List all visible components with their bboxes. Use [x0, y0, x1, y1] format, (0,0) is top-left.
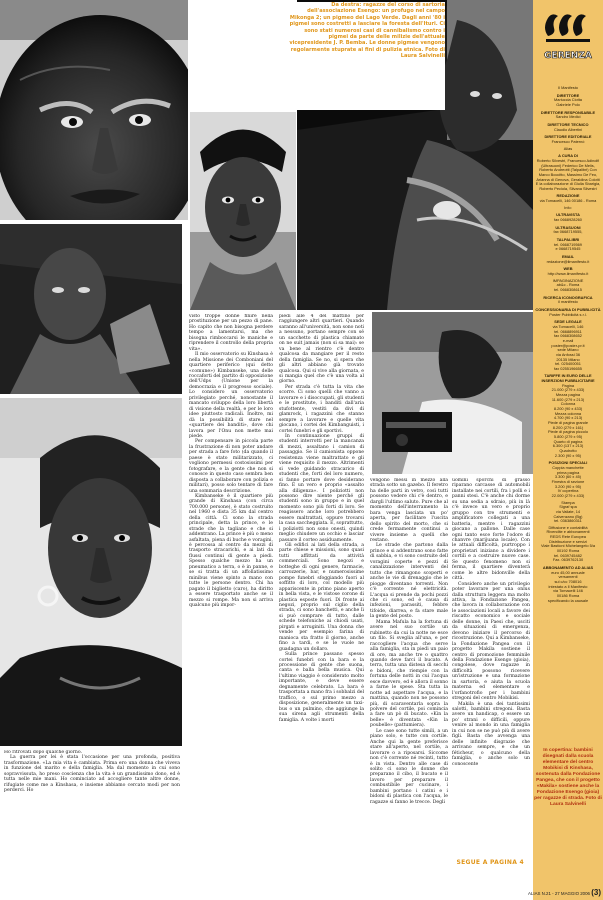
credit-name: Stampa — [561, 499, 575, 505]
credit-name: Pagina — [561, 382, 575, 388]
credit-name: Distribuzione e servizi — [549, 538, 587, 544]
photo-caption-box — [285, 2, 445, 110]
credit-name: 8.200 (279 x 161) — [552, 424, 584, 430]
credit-name: Finestra di sezione — [551, 478, 585, 484]
credit-name: via Tomacelli, 146 — [552, 323, 584, 329]
photo-young-man — [0, 224, 182, 394]
credit-name: specificando la causale — [547, 597, 589, 603]
paragraph: Mama Mafula ha la fortuna di avere nel suo cortile un rubinetto da cui la notte ne esce un filo. Si sveglia all'una, e per raccogliere l'acqua che serve alla famiglia, sta in piedi un paio di ore, ma anche tre o quattro quando deve farci il bucato. A terra, tutta una distesa di secchi e bidoni, che riempie con la fortuna delle notti in cui l'acqua esce davvero, ed è allora il sonno a farne le spese. Sta tutta la notte ad aspettare l'acqua, e la mattina, quando non ne possono più, di scaraventarla sopra la polvere del cortile, poi comincia a fare un pò di bucato. «Kin la belle» è diventata «Kin la poubelle» (pattumiera). — [370, 619, 448, 729]
paragraph: In continuazione gruppi di studenti interrotti per la mancanza di mezzi, assaltano i camion di passaggio. Se il camionista oppone resistenza viene maltrattato e gli viene requisito il mezzo. Altrimenti si vede guidando stracarico di studenti che, forti del loro numero, si fanno portare dove desiderano fino. È un vero e proprio «assalto alla diligenza». I poliziotti non possono dire niente perché gli studenti sono in gruppo e in quel momento sono più forti di loro. Se reagissero anche loro potrebbero essere maltrattati, oppure trovarsi la casa saccheggiata. E, soprattutto, i poliziotti non sono onesti, quindi meglio chiudere un occhio e lasciar passare il corteo assiduamente. — [279, 433, 364, 543]
credit-name: via Vailate, 14 — [555, 508, 581, 514]
gerenza-logo — [538, 6, 598, 68]
paragraph: Il mio osservatorio su Kinshasa è nella Missione dei Comboniani del quartiere periferico (qui detto «comune») Kimbanseke, una delle roccaforti del partito di opposizione dell'Udps (Unione per la democrazia e il progresso sociale). Lo considero un osservatorio privilegiato perché, nonostante il mancato sviluppo della loro libertà di visione della realtà, e per le loro idee piuttosto radicali. Inoltre, mi dà la possibilità di stare nel «quartiere dei banditi», dove chi lavora per l'Onu non mette mai piede. — [189, 352, 273, 439]
credit-name: 8.200 (90 x 433) — [553, 406, 583, 412]
credit-role: DIRETTORE EDITORIALE — [544, 134, 592, 140]
credit-name: 22.000 (279 x 433) — [551, 492, 585, 498]
credit-name: Claudio Albertini — [553, 126, 583, 132]
credit-name: via Tomacelli, 146 00186 - Roma — [539, 198, 597, 204]
paragraph: Ho ritrovati dopo qualche giorno. — [4, 750, 82, 755]
credit-name: Sandro Medici — [555, 114, 581, 120]
credit-name: Francesco Paternò — [551, 138, 585, 144]
credit-name: Sigraf spa — [559, 504, 577, 510]
credit-name: Gabriele Polo — [556, 101, 580, 107]
page-number: (3) — [591, 888, 601, 897]
credit-name: Piede di pagina piccolo — [547, 429, 589, 435]
credit-name: IV copertina — [557, 488, 579, 494]
paragraph: Makila è una dei tantissimi salotti, bambini stregoni. Basta avere un handicap, o essere un po' strani o difficili, oppure venire al mondo in una famiglia in cui non se ne può più di avere figli. Basta che avvenga una delle infinite disgrazie che arrivano sempre, e che un féticheur, o qualcuno della famiglia, o anche solo un conoscente — [452, 701, 530, 767]
credit-name: fax 0255196655 — [554, 365, 582, 371]
photo-girl-face — [190, 112, 296, 310]
credit-name: Alias — [563, 145, 573, 151]
paragraph: Per strada c'è tutta la vita che scorre. Ci sono quelli che vanno a lavorare e i disoccupati, gli studenti e le prostitute, i banditi dall'aria stufottente, vestiti da divi di glamrock, i ragazzini che stanno sempre a lavorare e quelle vita giocano, i cortei dei Kimbanguisti, i cortei funebri e gli sportivi. — [279, 384, 364, 434]
credit-name: Mezza colonna — [554, 410, 582, 416]
credit-name: 20135 Milano — [556, 356, 580, 362]
credit-name: Quadrotto — [559, 447, 577, 453]
credit-name: Mezza pagina — [555, 392, 581, 398]
issue-date: ALIAS N.21 - 27 MAGGIO 2006 — [527, 891, 590, 896]
credit-role: ULTRASUONI — [555, 224, 581, 230]
credit-name: REDS Rete Europea — [550, 534, 586, 540]
credit-name: 00186 Roma — [556, 593, 580, 598]
credit-role: TARIFFE IN EURO DELLE INSERZIONI PUBBLICITARIE — [541, 373, 595, 384]
credit-name: Calvenzano (Bg) — [553, 513, 583, 519]
credit-role: TALPALIBRI — [556, 237, 580, 243]
masthead-credits — [534, 84, 602, 603]
photo-woman-earring — [0, 398, 182, 746]
gerenza-logo-text: GERENZA — [544, 51, 592, 61]
credit-name: Mariuccia Ciotta — [554, 97, 582, 103]
credit-name: 6.300 (137 x 213) — [552, 443, 584, 449]
credit-name: IMPAGINAZIONE — [552, 277, 584, 283]
credit-name: Diffusione e contabilità — [548, 524, 588, 530]
credit-name: ab&c - Roma — [556, 282, 580, 288]
credit-name: Roberto Silvestri, Francesco Adinolfi (Ultrasuoni) Federico De Melis, Roberto Andreotti (Talpalibri) Con Marco Boccitto, Massimo De Feo, Arianna di Genova, Geraldina Colotti — [536, 157, 600, 182]
paragraph: Le case sono tutte simili, a un piano solo, e tutte con cortile. Anche qui la gente preferisce stare all'aperto, nel cortile, a lavorare o a riposarsi. Siccome non c'è corrente né recinti, tutto è in vista. Dentro alle case di solito ci sono le donne che preparano il cibo, il bucato e il lavoro per preparare il combustibile per cucinare, i bambini portano i catini e i bidoni di plastica con l'acqua, le ragazze si fanno le trecce. Degli — [370, 728, 448, 805]
credit-name: 21.000 (279 x 433) — [551, 387, 585, 393]
credit-name: Colonna — [560, 401, 576, 407]
credit-name: via Anfossi 36 — [555, 351, 580, 357]
credit-role: POSIZIONI SPECIALI — [548, 460, 588, 466]
credit-name: sede Milano — [557, 347, 579, 353]
credit-name: 11.600 (279 x 213) — [551, 396, 585, 402]
credit-name: Quarto di pagina — [553, 438, 583, 444]
credit-role: SEDE LEGALE — [554, 319, 582, 325]
article-column-5 — [452, 478, 530, 856]
credit-name: http://www.ilmanifesto.it — [547, 271, 589, 276]
photo-caption: Da destra: ragazze del corso di sartoria dell'associazione Esengo: un profugo nel campo Mikonga 2; un pigmeo del Lago Verde. Dagli anni '80 i pigmei sono costretti a lasciare la foresta dell'Ituri. Ci sono stati numerosi casi di cannibalismo contro i pigmei da parte delle milizie dell'attuale vicepresidente J. P. Bemba. Le donne pigmee vengono regolarmente stuprate ai fini di pulizia etnica. Foto di Laura Salvinelli — [289, 2, 445, 60]
credit-name: euro 45,00 annuale — [551, 569, 585, 575]
credit-role: DIRETTORE RESPONSABILE — [540, 109, 596, 115]
credit-role: REDAZIONE — [556, 193, 580, 199]
credit-name: poster@poster-pr.it — [551, 342, 585, 348]
credit-name: 3.200 (90 x 95) — [554, 483, 582, 489]
credit-name: Piede di pagina grande — [547, 420, 589, 426]
paragraph: piedi alle 4 del mattino per raggiungere altri quartieri. Quando saranno all'università, non sono noti a nessuno, portano sempre con sé un sacchetto di plastica chiamato on ne suit jamais (non si sa mai): se va bene al rientro c'è dentro qualcosa da mangiare per il resto della famiglia. Se no, si spera che gli altri abbiano già trovato qualcosa. Qui si vive alla giornata, e si mangia quel che c'è una volta al giorno. — [279, 314, 364, 385]
cover-promo: In copertina: bambini disegnati dalla scuola elementare del centro Mobikisi di Kinshasa, sostenuta dalla Fondazione Pangea, che con il progetto «Makila» sostiene anche la Fondazione Esengo (gioia) per ragazze di strada. Foto di Laura Salvinelli — [534, 748, 602, 807]
page-folio — [488, 888, 601, 897]
credit-name: 4.700 (90 x 213) — [553, 415, 583, 421]
paragraph: La guerra per lei è stata l'occasione per una profonda, positiva trasformazione. «La mia vita è cambiata. Prima ero una donna che viveva in funzione del marito e della famiglia. Ma dal momento in cui sono sopravvissuta, ho preso coscienza che la vita è un grandissimo dono, ed è tutta nelle mie mani. Ho cominciato ad accogliere tante altre donne, rifugiate come me a Kinshasa, e insieme abbiamo cercato modi per non perderci. Ho — [4, 755, 180, 794]
credit-role: RICERCA ICONOGRAFICA — [543, 294, 593, 300]
credit-role: ABBONAMENTO AD ALIAS — [542, 565, 594, 571]
credit-name: e 0668719545 — [555, 246, 581, 252]
credit-name: versamenti — [558, 574, 578, 580]
paragraph: Per compensare in piccola parte la frustrazione di non poter andare per strada a fare foto (da quando il paese è stato militarizzato, ci vogliono permessi costosissimi per fotografare, e la gente che non si conosce in questo caso sembra ben disposta a collaborare con polizia e militari), posso solo tentare di fare una sommaria descrizione. — [189, 439, 273, 494]
credit-name: fax 0668719555, — [553, 229, 583, 235]
paragraph: Le strade che partono dalla prince e si addentrano sono fatte di sabbia, e vi sono costruite dell voragini coperte e pezzi di canalizzazione interventi del tutto che rimangono scoperti e anche le vie di drenaggio che le piogge diventano torrenti. Non c'è corrente né elettricità. L'acqua si prende da pochi pozzi che ci sono, ed è causa di infezioni, parassiti, febbre tifoide, diarrea, e fa stare male la gente del posto. — [370, 543, 448, 620]
credit-name: intestato a Il Manifesto — [548, 583, 588, 589]
article-column-1 — [4, 750, 180, 898]
continue-on-page-label: SEGUE A PAGINA 4 — [456, 859, 524, 866]
paragraph: Gli edifici ai lati della strada, a parte chiese e missioni, sono quasi tutti affittati da attività commerciali. Sono negozi e botteghe di ogni genere, farmacie, carrozzerie, bar, e numerosissime pompe funebri sfoggiando fuori al soffitto di loro, col modello più appariscente in primo piano aperto in bella vista, e le vistose corone di plastica esposte fuori. Di fronte ai negozi, proprio sul ciglio della strada, ci sono banchetti, e anche lì si può comprare di tutto, dalle schede telefoniche ai chiodi usati, pirgati e arruginiti. Una donna che vende per esempio farina di manioca sta fratto il giorno, anche fino a tardi, e se le vuole ne guadagna un dollaro. — [279, 543, 364, 652]
credit-name: e-mail — [562, 337, 574, 343]
credit-role: DIRETTORE — [556, 92, 580, 98]
credit-name: via Tomacelli 146 — [553, 588, 583, 594]
credit-name: tel. 0668308615 — [554, 286, 582, 292]
credit-name: tel. 0639745482 — [554, 552, 582, 558]
credit-name: Il Manifesto — [558, 85, 578, 90]
photo-sewing-machine — [372, 312, 533, 474]
credit-name: Info: — [564, 204, 572, 210]
article-column-3 — [279, 314, 364, 898]
credit-name: prima pagina — [556, 469, 580, 475]
credit-role: WEB — [563, 266, 573, 272]
credit-name: fax 0668308652 — [554, 333, 582, 339]
credit-name: Poster Pubblicità s.r.l. — [549, 311, 587, 317]
credit-name: 00192 Roma — [556, 548, 580, 554]
article-column-2 — [189, 314, 273, 898]
paragraph: Sulla prince passano spesso cortei funebri con la bara e la processione di gente che suona, canta e balla bella musica. Qui l'ultimo viaggio è considerato molto importante, e deve essere degnamente celebrato. La bara è trasportata a mano fra i sobbalzi del traffico, o sul primo mezzo a disposizione, generalmente un taxi-bus o un pulmino, che aggiunge la sua sirena agli strumenti della famiglia. A volte i morti — [279, 652, 364, 723]
credit-name: 3.300 (60 x 45) — [554, 474, 582, 480]
credit-name: E la collaborazione di Giulia Sbarigia, Roberto Peciola, Silvana Silvestri — [535, 181, 601, 191]
credit-name: tel. 0363860311 — [554, 518, 582, 524]
paragraph: Considero anche un privilegio poter lavorare per una onlus dalla struttura leggera ma molto attiva, la Fondazione Pangea, che lavora in collaborazione con le associazioni locali a favore dei riscatto economico e sociale delle donne, in Paesi che, usciti da situazioni di emergenza, devono iniziare il percorso di ricostruzione. Qui a Kimbanseke, la Fondazione Pangea con il progetto Makila sostiene il centro di promozione femminile della Fondazione Esengo (gioia), congolese, dove ragazze in difficoltà possono ricevere un'istruzione e una formazione in sartoria, e aiuta la scuola materna ed elementare e l'orfanotrofio per i bambini stregoni del centro Mobikisi. — [452, 581, 530, 702]
credit-name: Coppia manchette — [552, 464, 584, 470]
credit-name: il manifesto — [558, 299, 578, 305]
credit-role: CONCESSIONARIA DI PUBBLICITÀ — [535, 306, 601, 312]
paragraph: visto troppe donne finire nella prostituzione per un pezzo di pane. Ho capito che non bisogna perdere tempo a lamentarsi, ma che bisogna rimboccarsi le maniche e riprendere il controllo della propria vita». — [189, 314, 273, 352]
credit-name: tel. 0668719569 — [554, 241, 582, 247]
credit-name: tel. 0668896911 — [554, 328, 582, 334]
credit-name: fax 0668928260 — [554, 217, 582, 223]
paragraph: vengono messi in mezzo alla strada sotto un gazebo. Il feretro ha delle parti in vetro, così tutti possono vedere chi c'è dentro, e dargli l'ultimo saluto. Pure che al momento dell'interramento la bara venga lasciata un po' aperta, per facilitare l'uscita dello spirito del morto, che si crede fermamente continui a vivere insieme a quelli che restano. — [370, 478, 448, 543]
credit-name: Rivendite e abbonamenti — [546, 529, 590, 535]
credit-name: Viale Bastioni Michelangelo 5/a — [541, 543, 595, 549]
credit-name: sul c/cc 708016 — [554, 579, 582, 585]
article-column-4 — [370, 478, 448, 858]
paragraph: uomini sporchi di grasso riparano carcasse di automobili installate nei cortili, fra i polli e i panni stesi. C'è anche chi dorme su una sedia a sdraio, più in là c'è invece un vero e proprio gruppo con tre strumenti e amplificatore collegati a una batteria, mentre i ragazzini giocano a pallone. Dalle case ogni tanto esce forte l'odore di chanvre (marijuana locale). Con le attuali difficoltà, purtroppo i proprietari iniziano a dividere i cortili e a costruire nuove case. Se questo fenomeno non si ferma, il quartiere diventerà come le altre bidonville della città. — [452, 478, 530, 582]
credit-name: 2.300 (90 x 95) — [554, 452, 582, 458]
credit-role: DIRETTORE TECNICO — [547, 121, 589, 127]
credit-role: EMAIL — [561, 254, 575, 260]
paragraph: Kimbanseke è il quartiere più grande di Kinshasa (con circa 700.000 persone), è stato costruito nel 1960 e dista 35 km dal centro della città. Ci sono la strada principale, detta la prince, e le strade che la tagliano e che si addentrano. La prince è più o meno asfaltata, piena di buche e voragini, è percossa al centro da mezzi di trasporto stracarichi, e ai lati da flussi continui di gente a piedi. Spesso qualche mezzo ha un pneumatico a terra, o è in panne, e se si tratta di un affollatissimo minibus viene spinto a mano con tutte le persone dentro. Chi ha pagato il biglietto (caro), ha diritto a essere trasportato anche se il mezzo si rompe. Ma non si arriva qualcuno più impor- — [189, 493, 273, 609]
credit-role: A CURA DI — [558, 153, 578, 159]
credit-name: tel. 025400051 — [555, 361, 581, 367]
credit-role: ULTRAVISTA — [556, 212, 580, 218]
credit-name: redazione@ilmanifesto.it — [546, 258, 590, 264]
credit-name: 5.800 (279 x 95) — [553, 434, 583, 439]
photo-man-closeup — [0, 0, 188, 220]
credit-name: Fax. 0639762130 — [552, 557, 584, 563]
